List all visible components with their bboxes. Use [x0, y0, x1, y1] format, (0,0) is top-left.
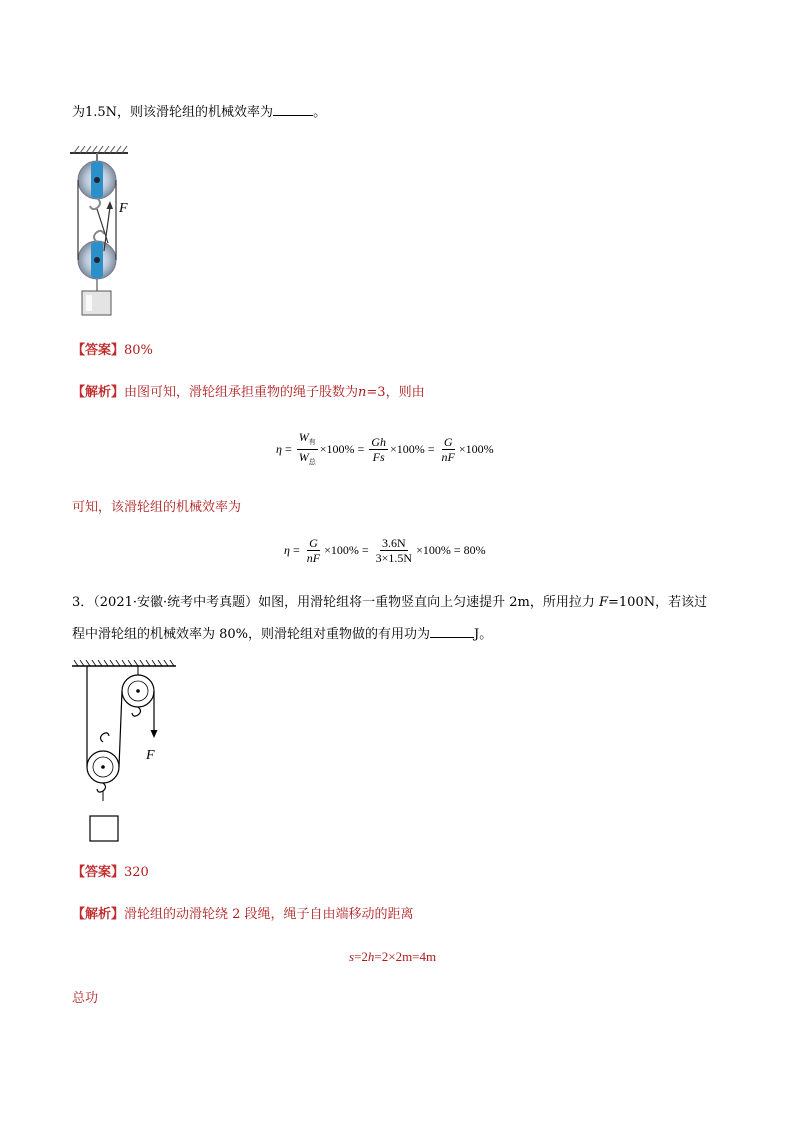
w-useful-sub: 有: [308, 438, 316, 446]
gh: Gh: [371, 435, 386, 449]
answer-2: [72, 864, 149, 882]
analysis-text-end: ，则由: [385, 385, 425, 400]
equals-sign: =: [357, 442, 365, 456]
analysis-text: 由图可知，滑轮组承担重物的绳子股数为: [124, 385, 359, 400]
times-100: ×100%: [319, 442, 355, 456]
distance-formula: [349, 948, 436, 966]
question3-line2: [72, 625, 492, 644]
question2-tail-end: 。: [313, 105, 327, 120]
efficiency-calculation: η = $\frac{G}{nF}$ ×100% = $\frac{3.6N}{3\times 1.5N}$ ×100% = 80%: [284, 536, 486, 565]
s-variable: s: [349, 949, 355, 964]
f-variable: F: [598, 595, 609, 610]
eta-symbol: η: [284, 543, 290, 557]
fs: Fs: [372, 450, 385, 464]
result: ×100% = 80%: [416, 543, 486, 557]
numerator: 3.6N: [382, 536, 406, 550]
n-value: =3: [366, 385, 386, 400]
w-useful: W: [298, 430, 309, 444]
work-ratio: [297, 430, 318, 469]
nf: nF: [441, 450, 455, 464]
g-nf-ratio: [440, 435, 457, 464]
eta-symbol: η: [276, 442, 282, 456]
h-variable: h: [367, 949, 375, 964]
analysis-2: [72, 906, 414, 924]
g: G: [309, 536, 318, 550]
force-label-2: F: [146, 748, 155, 763]
w-total-sub: 总: [308, 458, 316, 466]
answer-1: [72, 342, 153, 360]
times-100: ×100%: [389, 442, 425, 456]
question2-tail-text: 为1.5N，则该滑轮组的机械效率为: [72, 105, 274, 120]
efficiency-formula: [276, 430, 494, 469]
question3-text: 3．（2021·安徽·统考中考真题）如图，用滑轮组将一重物竖直向上匀速提升 2m，所用拉力: [72, 595, 599, 610]
analysis-text: 滑轮组的动滑轮绕 2 段绳，绳子自由端移动的距离: [124, 907, 414, 922]
g-nf-ratio: [305, 536, 322, 565]
conclusion-1: 可知，该滑轮组的机械效率为: [72, 500, 242, 515]
question3-text-end: J。: [474, 627, 493, 642]
question2-tail: [72, 103, 326, 122]
times-100: ×100%: [324, 543, 359, 557]
question3-text: 程中滑轮组的机械效率为 80%，则滑轮组对重物做的有用功为: [72, 627, 431, 642]
g: G: [443, 435, 453, 449]
gh-fs-ratio: [369, 435, 388, 464]
denominator: 3×1.5N: [375, 551, 413, 565]
pulley-figure-2: [68, 660, 178, 845]
w-total: W: [298, 450, 309, 464]
force-label-1: F: [119, 201, 128, 216]
question3-line1: [72, 594, 707, 612]
answer-tag: 【答案】: [72, 343, 125, 358]
times-100: ×100%: [458, 442, 494, 456]
numeric-ratio: [374, 536, 414, 565]
equals-sign: =: [427, 442, 435, 456]
answer-blank[interactable]: [273, 103, 313, 116]
total-work-label: 总功: [72, 991, 99, 1006]
nf: nF: [306, 551, 321, 565]
answer-tag: 【答案】: [72, 865, 125, 880]
analysis-tag: 【解析】: [72, 907, 125, 922]
n-variable: n: [358, 385, 367, 400]
answer-blank[interactable]: [430, 625, 474, 638]
analysis-1: [72, 384, 425, 402]
equals-sign: =: [284, 442, 292, 456]
answer-value: 80%: [124, 343, 153, 358]
analysis-tag: 【解析】: [72, 385, 125, 400]
question3-text-cont: =100N，若该过: [608, 595, 708, 610]
formula-part: =2: [354, 949, 368, 964]
pulley-figure-1: [66, 143, 156, 318]
answer-value: 320: [124, 865, 149, 880]
formula-result: =2×2m=4m: [374, 949, 437, 964]
